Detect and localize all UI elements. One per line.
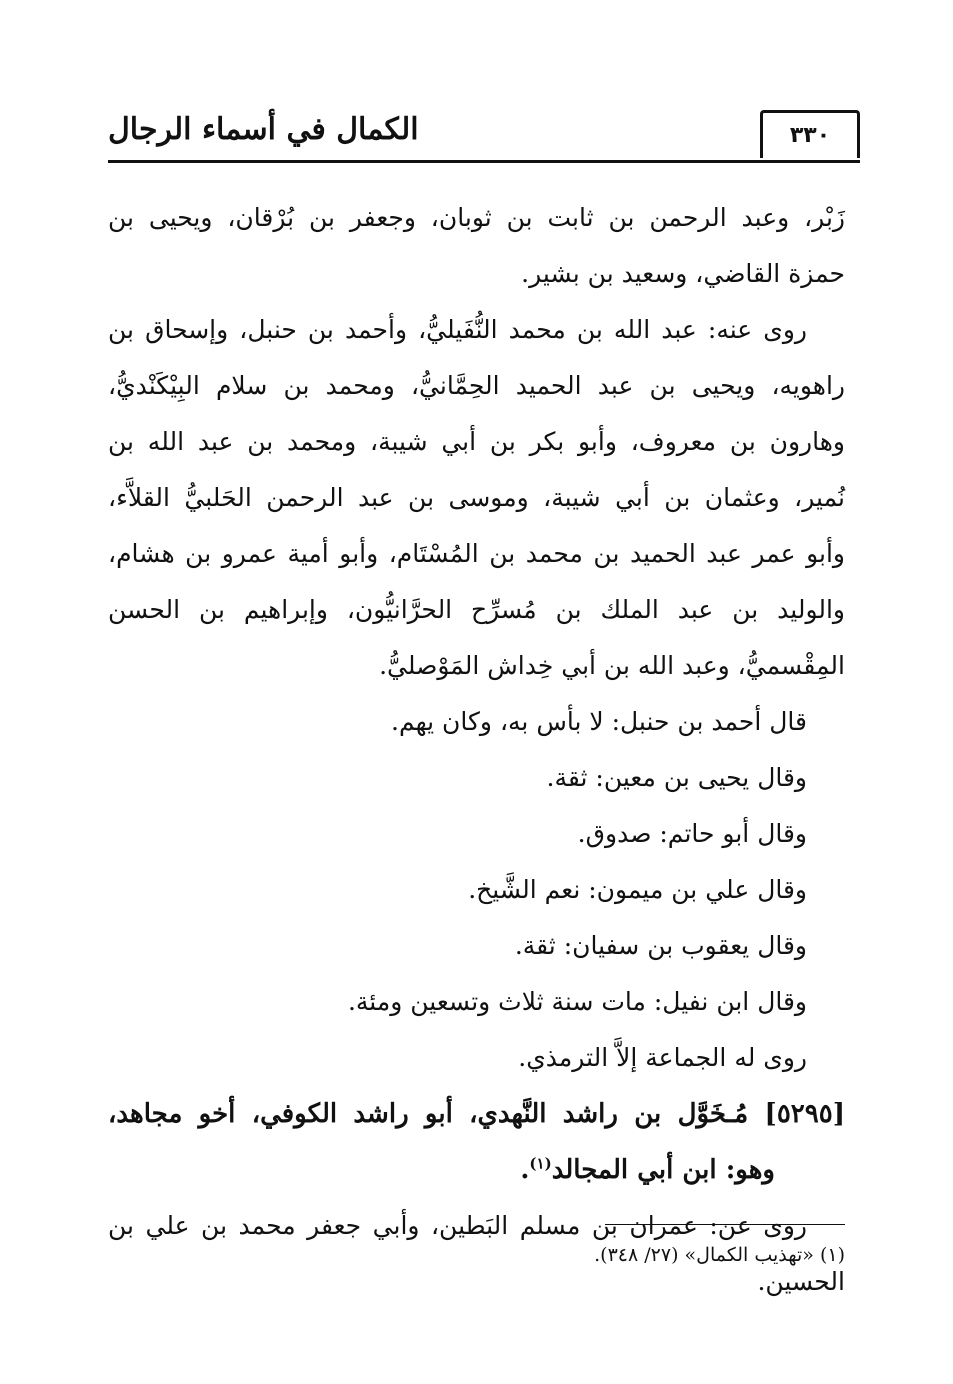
saying-line: وقال علي بن ميمون: نعم الشَّيخ. (468, 875, 807, 904)
footnote-separator (605, 1224, 845, 1225)
entry-heading-line (108, 1142, 845, 1198)
text-line: وأبو عمر عبد الحميد بن محمد بن المُسْتَام، وأبو أمية عمرو بن هشام، (108, 539, 845, 568)
text-line: روى عنه: عبد الله بن محمد النُّفَيليُّ، وأحمد بن حنبل، وإسحاق بن (108, 315, 807, 344)
text-line: والوليد بن عبد الملك بن مُسرِّح الحرَّانيُّون، وإبراهيم بن الحسن (108, 595, 845, 624)
saying-line: قال أحمد بن حنبل: لا بأس به، وكان يهم. (391, 707, 807, 736)
running-title: الكمال في أسماء الرجال (108, 112, 419, 147)
text-line: الحسين. (757, 1267, 845, 1296)
page-header (108, 110, 860, 172)
text-line: روى عن: عمران بن مسلم البَطين، وأبي جعفر محمد بن علي بن (108, 1211, 807, 1240)
entry-heading-line: [٥٢٩٥] مُـخَوَّل بن راشد النَّهدي، أبو راشد الكوفي، أخو مجاهد، (108, 1099, 845, 1129)
main-text (108, 190, 845, 1310)
entry-heading (108, 1086, 845, 1198)
text-line: حمزة القاضي، وسعيد بن بشير. (521, 259, 845, 288)
entry-heading-end: . (520, 1155, 530, 1185)
saying-line: وقال أبو حاتم: صدوق. (577, 819, 807, 848)
header-rule (108, 160, 860, 163)
footnote-marker: (١) (529, 1154, 552, 1173)
saying-line: وقال يعقوب بن سفيان: ثقة. (514, 931, 807, 960)
saying-line: روى له الجماعة إلاَّ الترمذي. (518, 1043, 807, 1072)
footnote: (١) «تهذيب الكمال» (٢٧/ ٣٤٨). (594, 1244, 845, 1266)
text-line: وهارون بن معروف، وأبو بكر بن أبي شيبة، ومحمد بن عبد الله بن (108, 427, 845, 456)
page-number: ٣٣٠ (760, 110, 860, 158)
paragraph-narrators-from-him (108, 302, 845, 694)
entry-heading-text: وهو: ابن أبي المجالد (551, 1155, 775, 1185)
text-line: راهويه، ويحيى بن عبد الحميد الحِمَّانيُّ، ومحمد بن سلام البِيْكَنْديُّ، (108, 371, 845, 400)
paragraph-teachers-continued (108, 190, 845, 302)
saying-line: وقال ابن نفيل: مات سنة ثلاث وتسعين ومئة. (347, 987, 807, 1016)
text-line: نُمير، وعثمان بن أبي شيبة، وموسى بن عبد الرحمن الحَلبيُّ القلاَّء، (108, 483, 845, 512)
text-line: زَبْر، وعبد الرحمن بن ثابت بن ثوبان، وجعفر بن بُرْقان، ويحيى بن (108, 203, 845, 232)
saying-line: وقال يحيى بن معين: ثقة. (546, 763, 807, 792)
text-line: المِقْسميُّ، وعبد الله بن أبي خِداش المَوْصليُّ. (379, 651, 845, 680)
